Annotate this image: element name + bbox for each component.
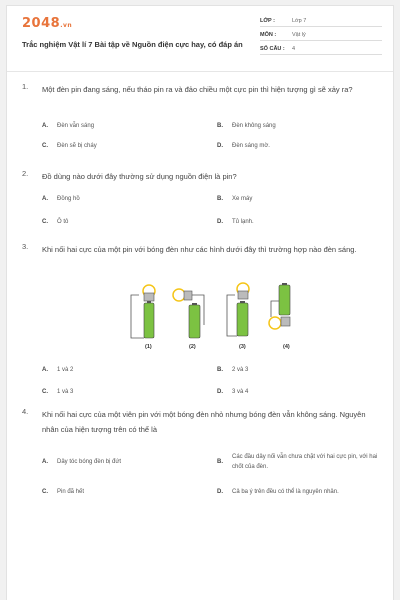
figure-case-3: [227, 283, 249, 336]
option-letter: C.: [42, 143, 48, 149]
question-text: Đồ dùng nào dưới đây thường sử dụng nguồn điện là pin?: [42, 172, 237, 181]
option-text: 1 và 2: [57, 367, 74, 373]
option-text: Đèn không sáng: [232, 123, 276, 129]
option-letter: D.: [217, 489, 223, 495]
worksheet-title: Trắc nghiệm Vật lí 7 Bài tập về Nguồn điện cực hay, có đáp án: [22, 40, 243, 49]
question-number: 3.: [22, 242, 29, 251]
option-letter: B.: [217, 459, 223, 465]
site-logo[interactable]: [22, 16, 72, 31]
meta-count-key: SỐ CÂU :: [260, 46, 285, 52]
question-text: Một đèn pin đang sáng, nếu tháo pin ra và đảo chiều một cực pin thì hiện tượng gì sẽ xảy ra?: [42, 85, 353, 94]
figure-label-3: (3): [239, 344, 246, 350]
question-number: 4.: [22, 407, 29, 416]
option-text: Đèn sáng mờ.: [232, 143, 270, 149]
meta-grade-key: LỚP :: [260, 18, 275, 24]
option-letter: D.: [217, 219, 223, 225]
figure-label-1: (1): [145, 344, 152, 350]
logo-main: 2048: [22, 16, 61, 31]
battery-bulb-illustration: [109, 281, 309, 343]
meta-subject-value: Vật lý: [292, 32, 306, 38]
battery-bulb-figure: [109, 281, 309, 353]
meta-grade: [260, 16, 382, 27]
option-text: Tủ lạnh.: [232, 219, 254, 225]
option-text: 1 và 3: [57, 389, 74, 395]
question-text: Khi nối hai cực của một viên pin với một bóng đèn nhỏ nhưng bóng đèn vẫn không sáng. Nguyên nhân của hiện tượng trên có thể là: [42, 410, 366, 434]
meta-subject-key: MÔN :: [260, 32, 277, 38]
option-text: 2 và 3: [232, 367, 249, 373]
figure-label-2: (2): [189, 344, 196, 350]
figure-case-4: [269, 283, 290, 329]
option-letter: A.: [42, 459, 48, 465]
option-letter: C.: [42, 219, 48, 225]
figure-case-2: [173, 289, 204, 338]
meta-count-value: 4: [292, 46, 296, 52]
option-letter: C.: [42, 489, 48, 495]
option-text: Đồng hồ: [57, 196, 80, 202]
option-text: 3 và 4: [232, 389, 249, 395]
option-letter: C.: [42, 389, 48, 395]
meta-subject: [260, 30, 382, 41]
question-4: [22, 407, 384, 507]
figure-case-1: [131, 285, 155, 338]
option-letter: D.: [217, 143, 223, 149]
meta-grade-value: Lớp 7: [292, 18, 307, 24]
option-text: Đèn sẽ bị cháy: [57, 143, 97, 149]
question-text: Khi nối hai cực của một pin với bóng đèn như các hình dưới đây thì trường hợp nào đèn sáng.: [42, 245, 357, 254]
question-1: [22, 82, 384, 149]
figure-label-4: (4): [283, 344, 290, 350]
worksheet-page: [6, 5, 394, 600]
option-text: Cả ba ý trên đều có thể là nguyên nhân.: [232, 489, 339, 495]
option-text: Dây tóc bóng đèn bị đứt: [57, 459, 122, 465]
worksheet-header: [7, 6, 393, 72]
meta-count: [260, 44, 382, 55]
option-text: Pin đã hết: [57, 489, 85, 495]
question-number: 1.: [22, 82, 29, 91]
option-letter: A.: [42, 123, 48, 129]
option-text: Đèn vẫn sáng: [57, 123, 95, 129]
option-letter: D.: [217, 389, 223, 395]
option-letter: B.: [217, 123, 223, 129]
option-text: Các đầu dây nối vẫn chưa chặt với hai cực pin, với hai chốt của đèn.: [232, 454, 378, 470]
logo-sub: .vn: [60, 22, 73, 29]
option-text: Xe máy: [232, 196, 253, 202]
question-number: 2.: [22, 169, 29, 178]
option-letter: A.: [42, 367, 48, 373]
option-text: Ô tô: [57, 219, 69, 225]
option-letter: B.: [217, 196, 223, 202]
option-letter: B.: [217, 367, 223, 373]
question-2: [22, 169, 384, 229]
option-letter: A.: [42, 196, 48, 202]
